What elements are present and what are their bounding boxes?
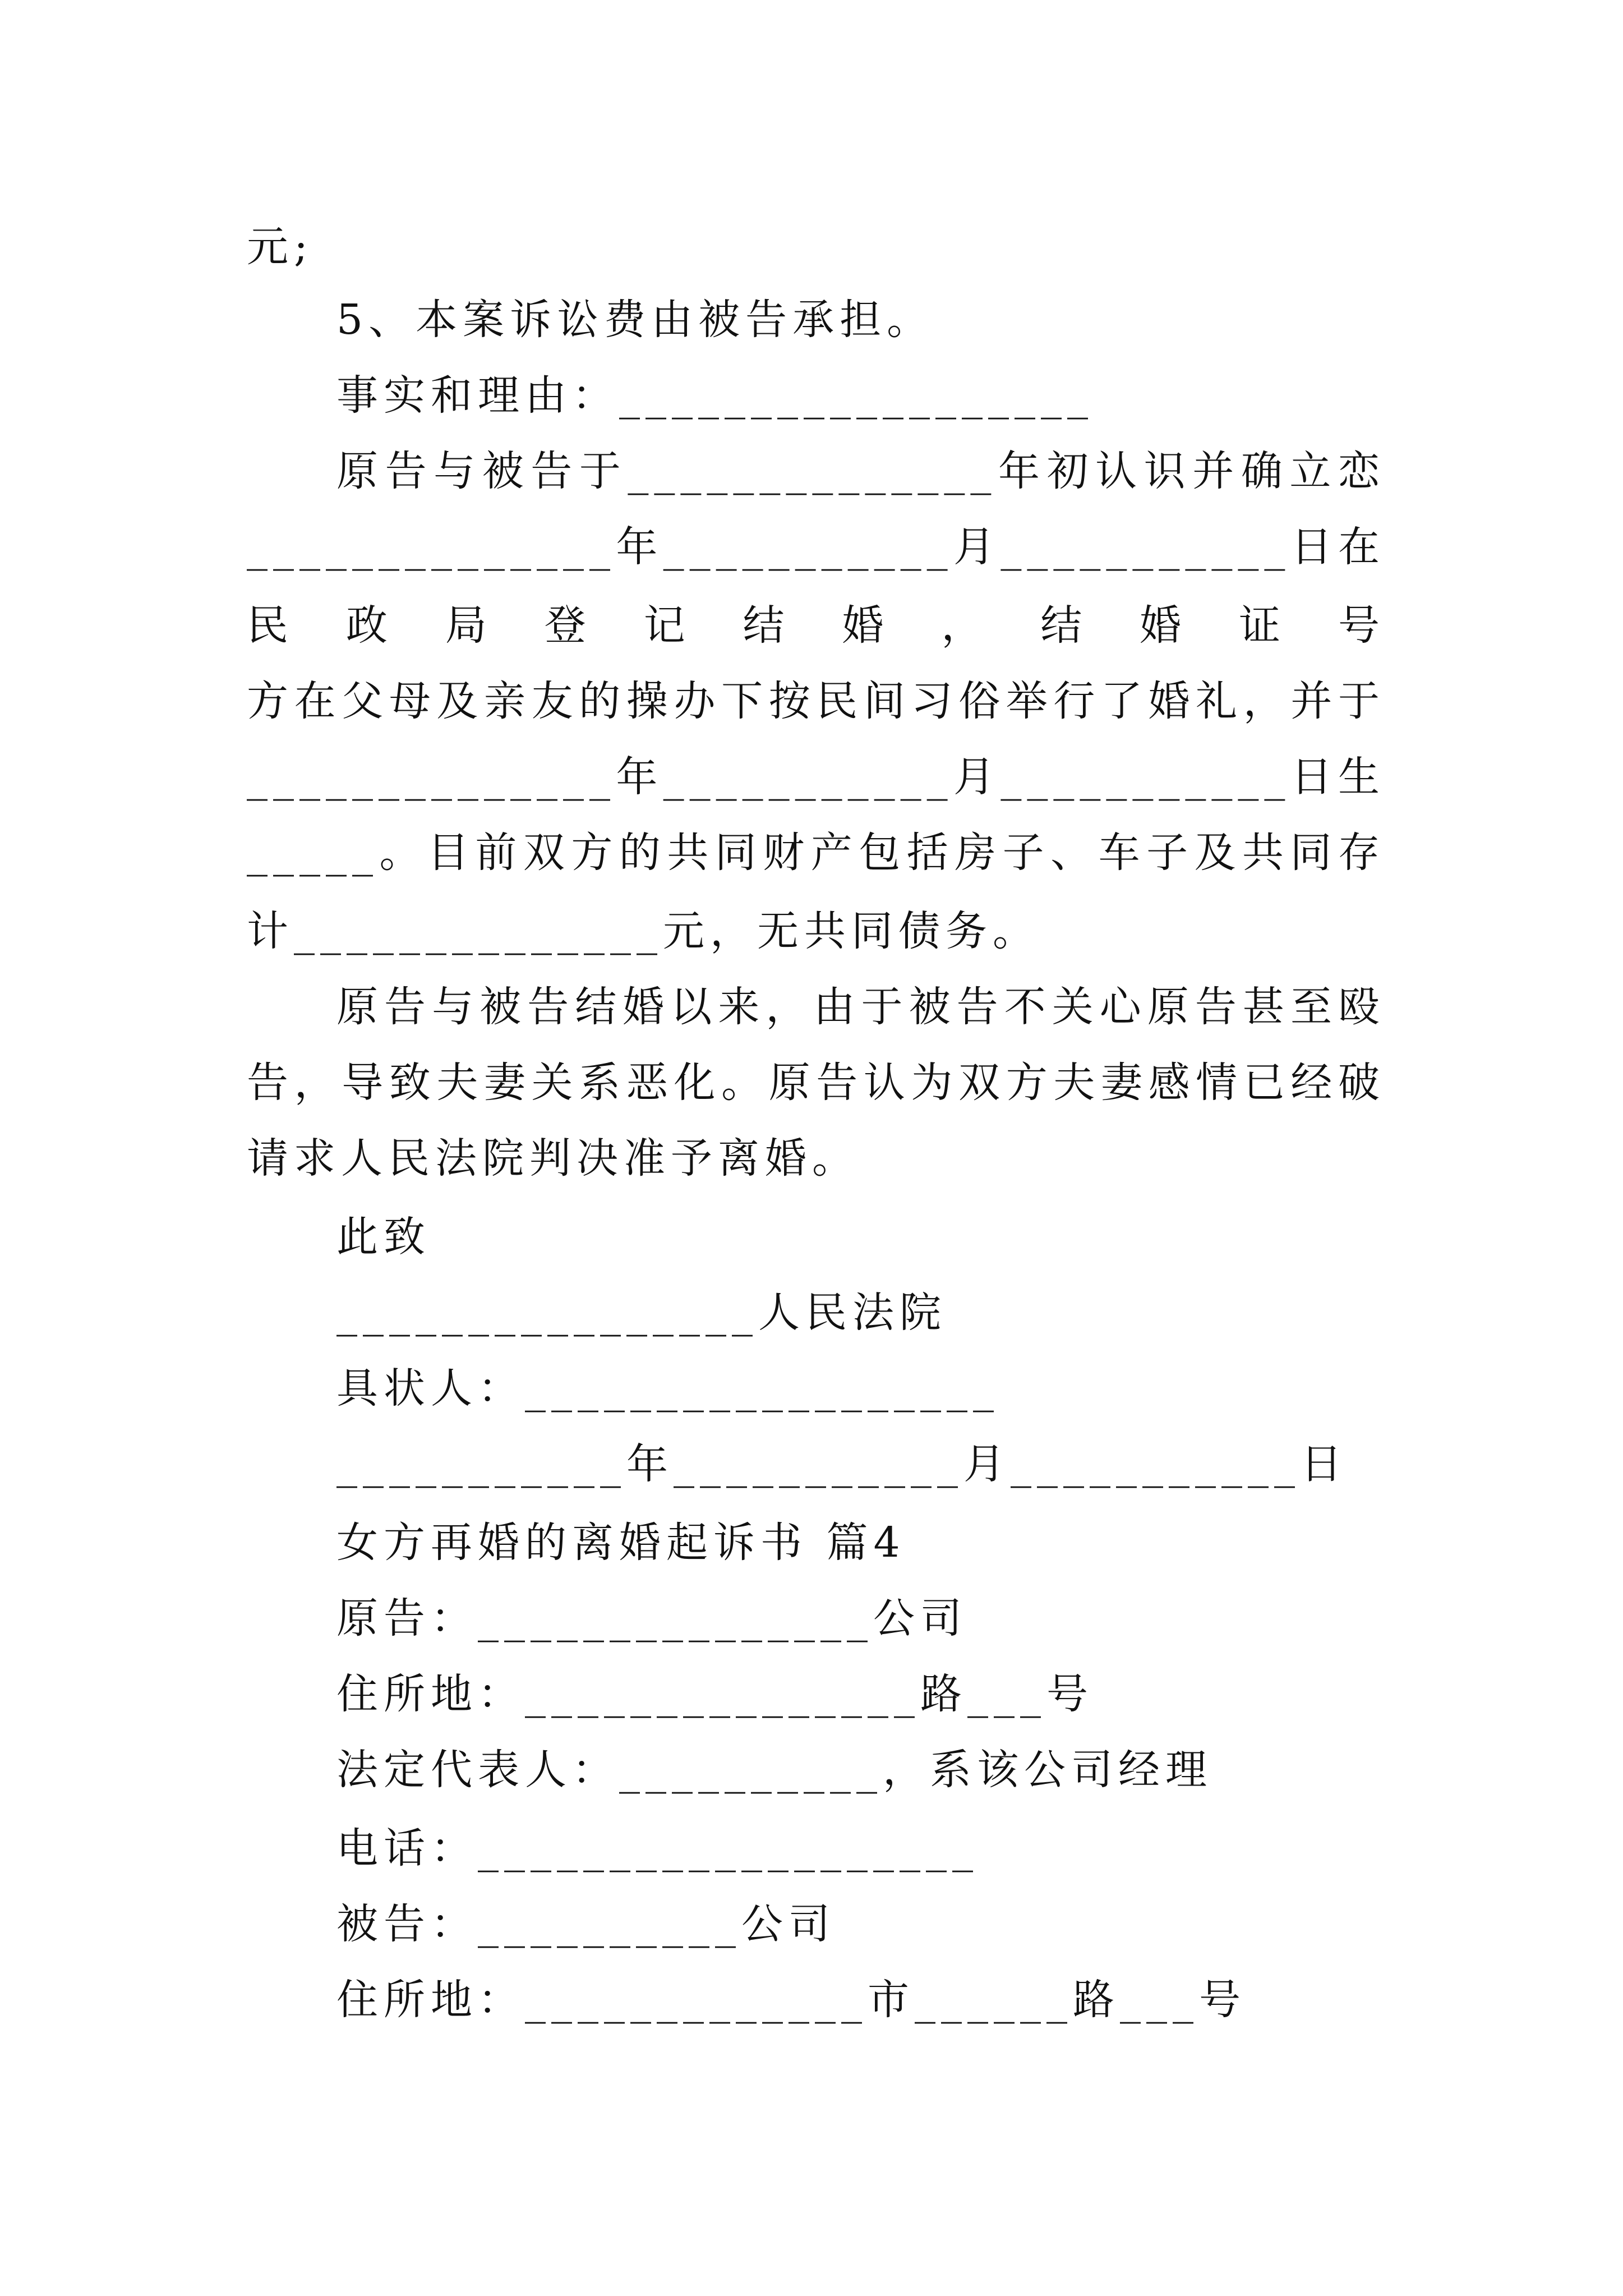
text-line: _____。目前双方的共同财产包括房子、车子及共同存 <box>247 829 1385 877</box>
text-line: ______________年___________月___________日在 <box>247 523 1385 571</box>
text-line: 告，导致夫妻关系恶化。原告认为双方夫妻感情已经破 <box>247 1059 1385 1107</box>
text-line: 民政局登记结婚，结婚证号 <box>247 601 1385 650</box>
text-line: 请求人民法院判决准予离婚。 <box>247 1134 859 1182</box>
plaintiff-signature-line: 具状人：__________________ <box>336 1364 999 1412</box>
text-line: 5、本案诉讼费由被告承担。 <box>336 296 934 344</box>
text-line: 方在父母及亲友的操办下按民间习俗举行了婚礼，并于 <box>247 677 1385 725</box>
text-line: ______________年___________月___________日生 <box>247 753 1385 801</box>
text-line: 原告与被告结婚以来，由于被告不关心原告甚至殴 <box>336 983 1385 1031</box>
text-line: 原告与被告于______________年初认识并确立恋 <box>336 447 1385 495</box>
text-line: 元; <box>247 223 313 271</box>
text-line: 计______________元，无共同债务。 <box>247 907 1040 955</box>
phone-line: 电话：___________________ <box>336 1824 979 1872</box>
text-line: 事实和理由：__________________ <box>336 371 1094 420</box>
closing-salutation: 此致 <box>336 1213 431 1261</box>
court-name-line: ________________人民法院 <box>336 1289 947 1337</box>
defendant-line: 被告：__________公司 <box>336 1900 836 1948</box>
defendant-address-line: 住所地：_____________市______路___号 <box>336 1976 1246 2024</box>
address-line: 住所地：_______________路___号 <box>336 1670 1094 1718</box>
section-title: 女方再婚的离婚起诉书 篇4 <box>336 1519 906 1567</box>
legal-representative-line: 法定代表人：__________，系该公司经理 <box>336 1746 1212 1794</box>
date-line: ___________年___________月___________日 <box>336 1440 1348 1488</box>
plaintiff-line: 原告：_______________公司 <box>336 1594 967 1642</box>
